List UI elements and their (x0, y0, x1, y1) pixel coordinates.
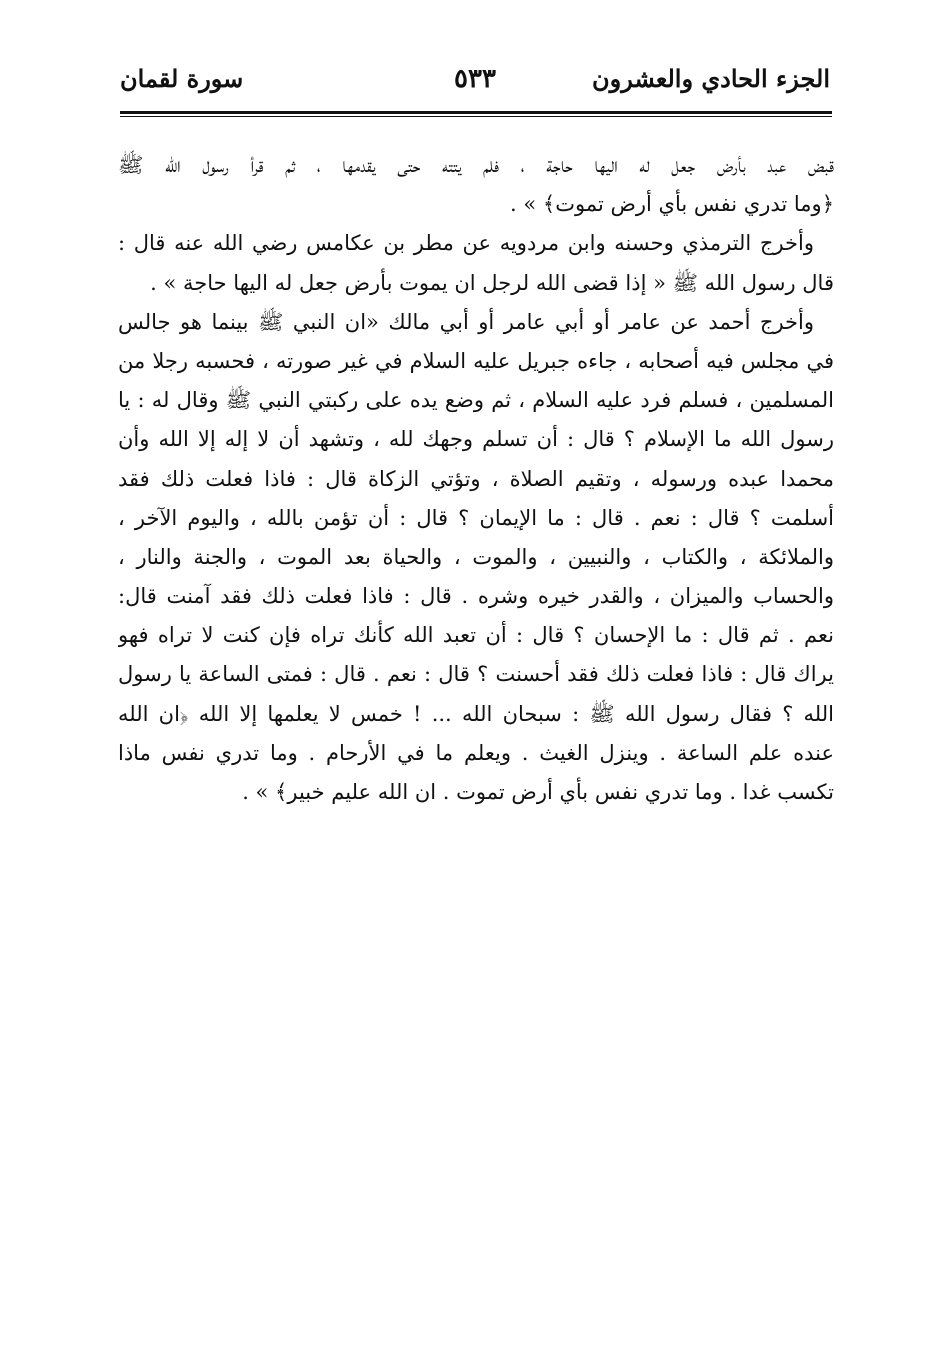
page-body (118, 146, 834, 812)
text-line: الله ؟ فقال رسول الله ﷺ : سبحان الله ... ! خمس لا يعلمها إلا الله ﴿ان الله (118, 701, 834, 726)
header-rule (120, 111, 832, 114)
text-line: قبض عبد بأرض جعل له اليها حاجة ، فلم يتته حتى يقدمها ، ثم قرأ رسول الله ﷺ (118, 153, 834, 177)
part-title: الجزء الحادي والعشرون (592, 64, 830, 93)
text-line: والحساب والميزان ، والقدر خيره وشره . قال : فاذا فعلت ذلك فقد آمنت قال: (118, 584, 834, 609)
text-line: يراك قال : فاذا فعلت ذلك فقد أحسنت ؟ قال : نعم . قال : فمتى الساعة يا رسول (118, 662, 834, 687)
text-line: رسول الله ما الإسلام ؟ قال : أن تسلم وجهك لله ، وتشهد أن لا إله إلا الله وأن (118, 427, 834, 452)
surah-title: سورة لقمان (120, 64, 244, 93)
text-line: محمدا عبده ورسوله ، وتقيم الصلاة ، وتؤتي الزكاة قال : فاذا فعلت ذلك فقد (118, 466, 834, 491)
text-line: وأخرج أحمد عن عامر أو أبي عامر أو أبي مالك «ان النبي ﷺ بينما هو جالس (118, 309, 814, 334)
text-line: المسلمين ، فسلم فرد عليه السلام ، ثم وضع يده على ركبتي النبي ﷺ وقال له : يا (118, 388, 834, 413)
header-rule-thin (120, 116, 832, 117)
page-header (120, 64, 830, 104)
text-line: في مجلس فيه أصحابه ، جاءه جبريل عليه السلام في غير صورته ، فحسبه رجلا من (118, 348, 834, 373)
text-line: ﴿وما تدري نفس بأي أرض تموت﴾ » . (510, 192, 834, 217)
text-line: نعم . ثم قال : ما الإحسان ؟ قال : أن تعبد الله كأنك تراه فإن كنت لا تراه فهو (118, 623, 834, 648)
text-line: أسلمت ؟ قال : نعم . قال : ما الإيمان ؟ قال : أن تؤمن بالله ، واليوم الآخر ، (118, 505, 834, 530)
page-number: ٥٣٣ (454, 64, 496, 94)
text-line: قال رسول الله ﷺ « إذا قضى الله لرجل ان يموت بأرض جعل له اليها حاجة » . (150, 270, 834, 295)
text-line: وأخرج الترمذي وحسنه وابن مردويه عن مطر بن عكامس رضي الله عنه قال : (118, 231, 814, 256)
text-line: تكسب غدا . وما تدري نفس بأي أرض تموت . ان الله عليم خبير﴾ » . (242, 780, 834, 804)
text-line: والملائكة ، والكتاب ، والنبيين ، والموت ، والحياة بعد الموت ، والجنة والنار ، (118, 544, 834, 569)
text-line: عنده علم الساعة . وينزل الغيث . ويعلم ما في الأرحام . وما تدري نفس ماذا (118, 740, 834, 765)
